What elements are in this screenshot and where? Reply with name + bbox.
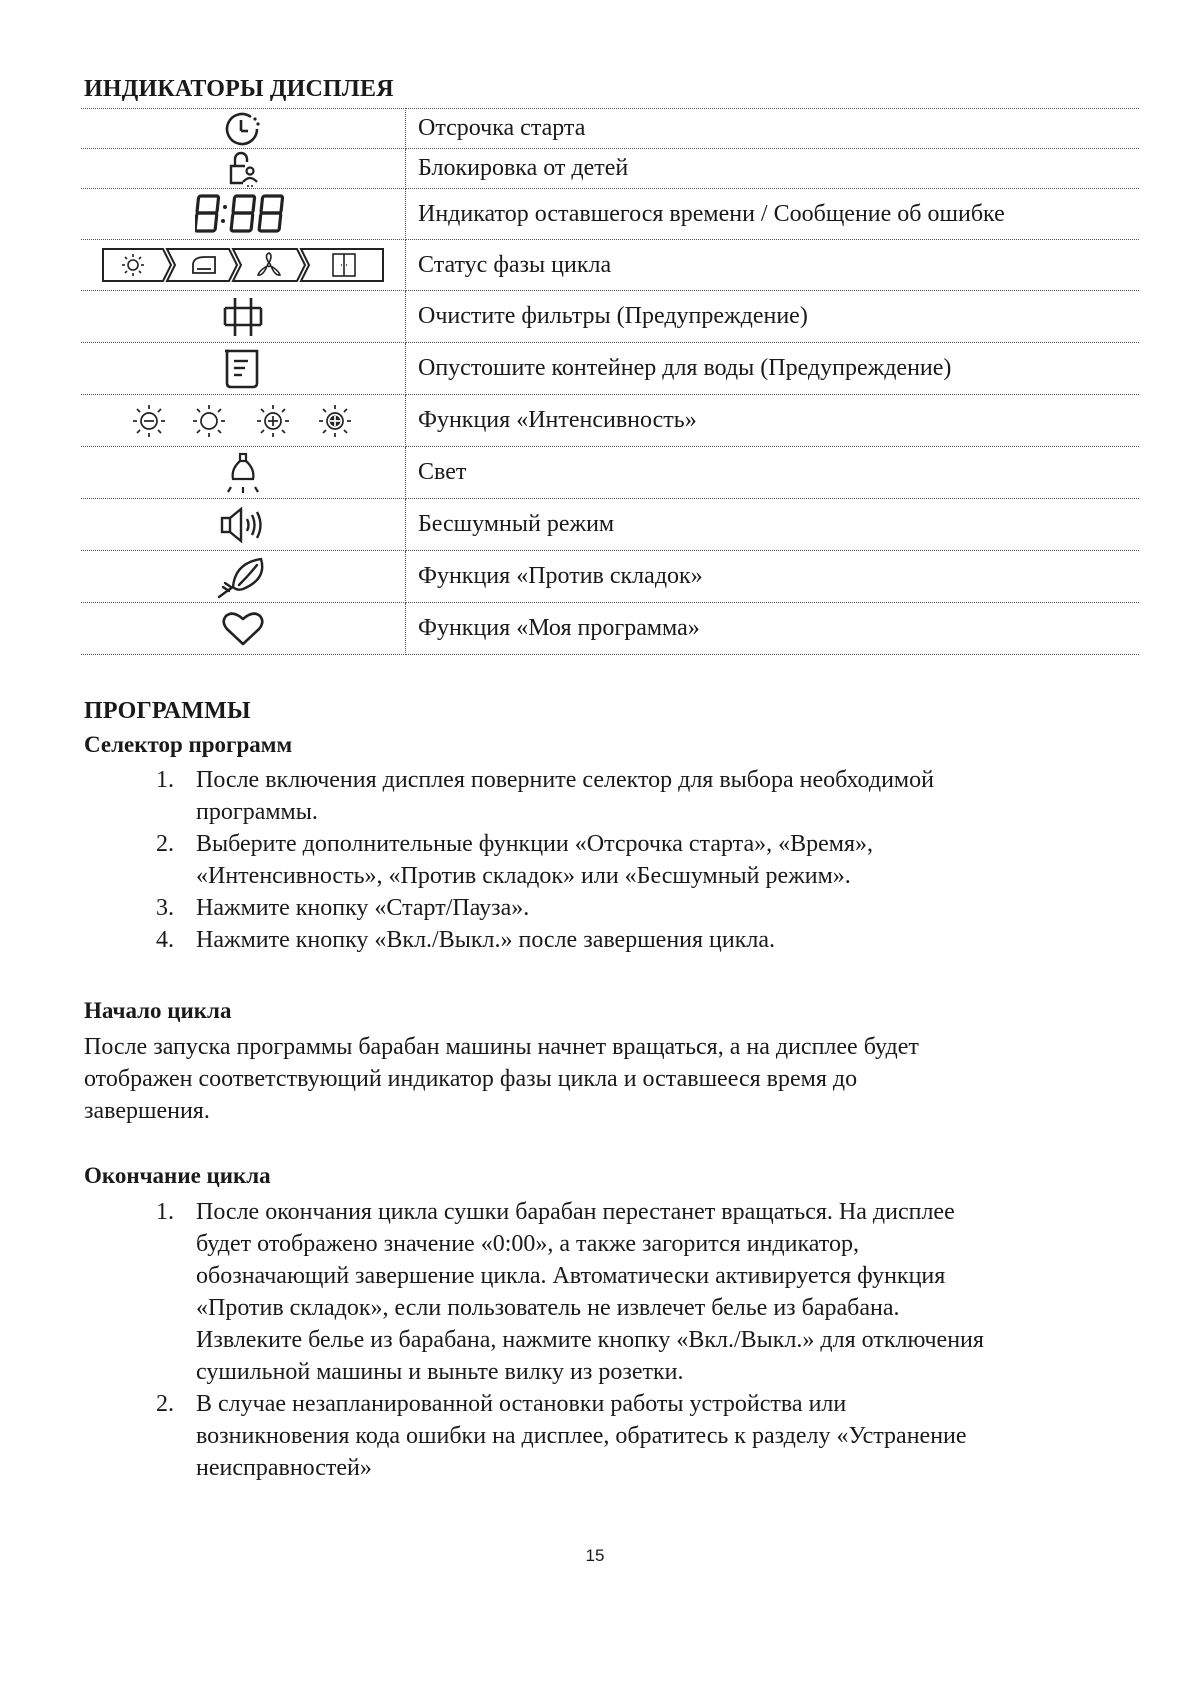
list-item: 3. Нажмите кнопку «Старт/Пауза». xyxy=(156,895,530,921)
table-row xyxy=(81,189,1139,240)
indicator-label: Статус фазы цикла xyxy=(406,240,1140,291)
seven-segment-display-icon xyxy=(195,193,291,235)
cycle-start-subheading: Начало цикла xyxy=(84,998,232,1023)
iron-phase-icon xyxy=(193,257,215,273)
indicators-heading: ИНДИКАТОРЫ ДИСПЛЕЯ xyxy=(84,76,394,102)
intensity-plus-icon xyxy=(257,405,289,437)
indicator-label: Опустошите контейнер для воды (Предупреждение) xyxy=(406,343,1140,395)
feather-icon xyxy=(215,555,271,599)
intensity-normal-icon xyxy=(193,405,225,437)
list-item: 4. Нажмите кнопку «Вкл./Выкл.» после завершения цикла. xyxy=(156,927,776,953)
list-item: 2. В случае незапланированной остановки работы устройства или возникновения кода ошибки на дисплее, обратитесь к разделу «Устранение неисправностей» xyxy=(156,1391,967,1481)
intensity-sun-icons xyxy=(127,401,359,441)
light-bulb-icon xyxy=(223,451,263,495)
indicator-label: Очистите фильтры (Предупреждение) xyxy=(406,291,1140,343)
speaker-icon xyxy=(219,505,267,545)
table-row xyxy=(81,343,1139,395)
wardrobe-phase-icon xyxy=(333,254,355,276)
cycle-end-steps-list xyxy=(156,1196,1136,1484)
indicator-label: Свет xyxy=(406,447,1140,499)
fan-phase-icon xyxy=(258,253,280,275)
water-container-icon xyxy=(221,347,265,391)
list-item: 2. Выберите дополнительные функции «Отсрочка старта», «Время», «Интенсивность», «Против складок» или «Бесшумный режим». xyxy=(156,831,873,889)
child-lock-icon xyxy=(223,150,263,188)
indicator-label: Отсрочка старта xyxy=(406,109,1140,149)
cycle-end-subheading: Окончание цикла xyxy=(84,1163,271,1188)
delay-start-clock-icon xyxy=(221,110,265,148)
heart-icon xyxy=(221,610,265,648)
table-row xyxy=(81,551,1139,603)
intensity-max-icon xyxy=(319,405,351,437)
filter-grid-icon xyxy=(221,295,265,339)
indicator-label: Функция «Моя программа» xyxy=(406,603,1140,655)
intensity-minus-icon xyxy=(133,405,165,437)
table-row xyxy=(81,291,1139,343)
table-row xyxy=(81,240,1139,291)
indicator-label: Функция «Интенсивность» xyxy=(406,395,1140,447)
indicator-label: Функция «Против складок» xyxy=(406,551,1140,603)
table-row xyxy=(81,395,1139,447)
indicator-label: Индикатор оставшегося времени / Сообщение об ошибке xyxy=(406,189,1140,240)
table-row xyxy=(81,109,1139,149)
indicator-label: Бесшумный режим xyxy=(406,499,1140,551)
list-item: 1. После окончания цикла сушки барабан перестанет вращаться. На дисплее будет отображено значение «0:00», а также загорится индикатор, обозначающий завершение цикла. Автоматически активируется функция «Против складок», если пользователь не извлечет белье из барабана. Извлеките белье из барабана, нажмите кнопку «Вкл./Выкл.» для отключения сушильной машины и выньте вилку из розетки. xyxy=(156,1199,984,1385)
indicator-label: Блокировка от детей xyxy=(406,149,1140,189)
sun-phase-icon xyxy=(122,254,144,276)
table-row xyxy=(81,447,1139,499)
table-row xyxy=(81,149,1139,189)
list-item: 1. После включения дисплея поверните селектор для выбора необходимой программы. xyxy=(156,767,934,825)
selector-steps-list xyxy=(156,764,1116,956)
table-row xyxy=(81,603,1139,655)
page-number: 15 xyxy=(585,1546,605,1565)
selector-subheading: Селектор программ xyxy=(84,732,293,757)
cycle-start-paragraph: После запуска программы барабан машины начнет вращаться, а на дисплее будет отображен соответствующий индикатор фазы цикла и оставшееся время до завершения. xyxy=(84,1034,919,1124)
indicators-table xyxy=(81,108,1139,655)
cycle-phase-status-icons xyxy=(101,245,385,285)
table-row xyxy=(81,499,1139,551)
programs-heading: ПРОГРАММЫ xyxy=(84,698,251,724)
